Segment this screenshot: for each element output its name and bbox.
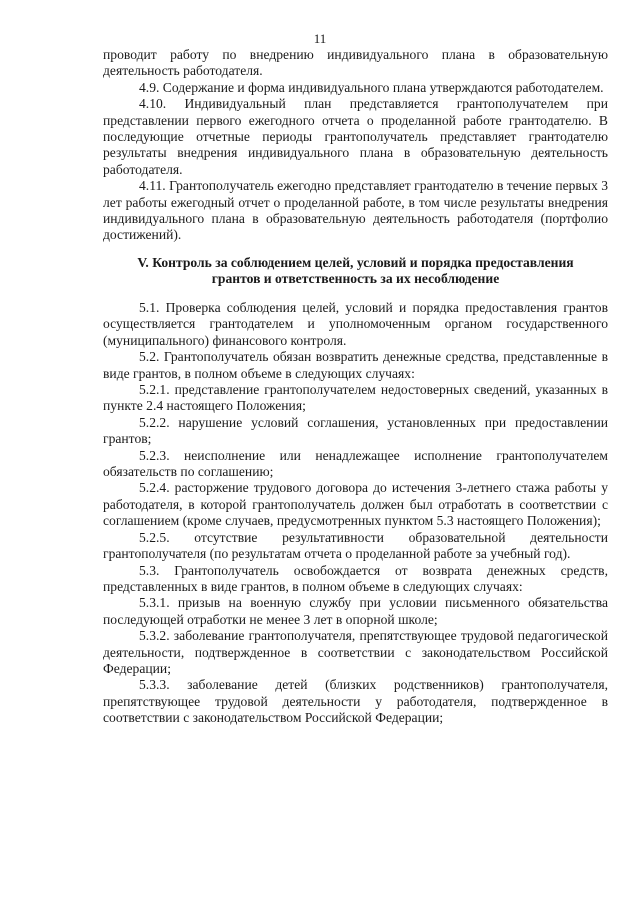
section-heading-line-2: грантов и ответственность за их несоблюдение bbox=[211, 271, 500, 287]
paragraph-5-2-4: 5.2.4. расторжение трудового договора до истечения 3-летнего стажа работы у работодателя, в которой грантополучатель должен был отработать в соответствии с соглашением (кроме случаев, предусмотренных пунктом 5.3 настоящего Положения); bbox=[103, 480, 608, 529]
paragraph-5-1: 5.1. Проверка соблюдения целей, условий и порядка предоставления грантов осуществляется грантодателем и уполномоченным органом государственного (муниципального) финансового контроля. bbox=[103, 300, 608, 348]
page-number: 11 bbox=[313, 31, 327, 46]
paragraph-5-2-2: 5.2.2. нарушение условий соглашения, установленных при предоставлении грантов; bbox=[103, 414, 608, 447]
paragraph-5-3-2: 5.3.2. заболевание грантополучателя, препятствующее трудовой педагогической деятельности, подтвержденное в соответствии с законодательством Российской Федерации; bbox=[103, 628, 608, 676]
paragraph-5-3-3: 5.3.3. заболевание детей (близких родственников) грантополучателя, препятствующее трудовой деятельности у работодателя, подтвержденное в соответствии с законодательством Российской Федерации; bbox=[103, 677, 608, 726]
paragraph-4-10: 4.10. Индивидуальный план представляется грантополучателем при представлении первого ежегодного отчета о проделанной работе грантодателю. В последующие отчетные периоды грантополучатель представляет грантодателю результаты внедрения индивидуального плана в образовательную деятельность работодателя. bbox=[103, 96, 608, 177]
paragraph-4-9: 4.9. Содержание и форма индивидуального плана утверждаются работодателем. bbox=[139, 79, 604, 95]
section-heading-line-1: V. Контроль за соблюдением целей, условий и порядка предоставления bbox=[137, 255, 574, 270]
paragraph-5-2-5: 5.2.5. отсутствие результативности образовательной деятельности грантополучателя (по результатам отчета о проделанной работе за учебный год). bbox=[103, 529, 608, 562]
paragraph-4-8-tail: проводит работу по внедрению индивидуального плана в образовательную деятельность работодателя. bbox=[103, 47, 608, 79]
paragraph-5-3: 5.3. Грантополучатель освобождается от возврата денежных средств, представленных в виде грантов, в полном объеме в следующих случаях: bbox=[103, 562, 608, 594]
paragraph-5-2-1: 5.2.1. представление грантополучателем недостоверных сведений, указанных в пункте 2.4 настоящего Положения; bbox=[103, 382, 608, 414]
paragraph-5-2: 5.2. Грантополучатель обязан возвратить денежные средства, представленные в виде грантов, в полном объеме в следующих случаях: bbox=[103, 349, 608, 381]
section-5-heading bbox=[103, 255, 608, 288]
paragraph-5-2-3: 5.2.3. неисполнение или ненадлежащее исполнение грантополучателем обязательств по соглашению; bbox=[103, 447, 608, 480]
paragraph-5-3-1: 5.3.1. призыв на военную службу при условии письменного обязательства последующей отработки не менее 3 лет в опорной школе; bbox=[103, 595, 608, 627]
section-5-body bbox=[103, 300, 608, 727]
section-4-continuation bbox=[103, 47, 608, 244]
paragraph-4-11: 4.11. Грантополучатель ежегодно представляет грантодателю в течение первых 3 лет работы ежегодный отчет о проделанной работе, в том числе результаты внедрения индивидуального плана в образовательную деятельность работодателя (портфолио достижений). bbox=[103, 178, 608, 243]
